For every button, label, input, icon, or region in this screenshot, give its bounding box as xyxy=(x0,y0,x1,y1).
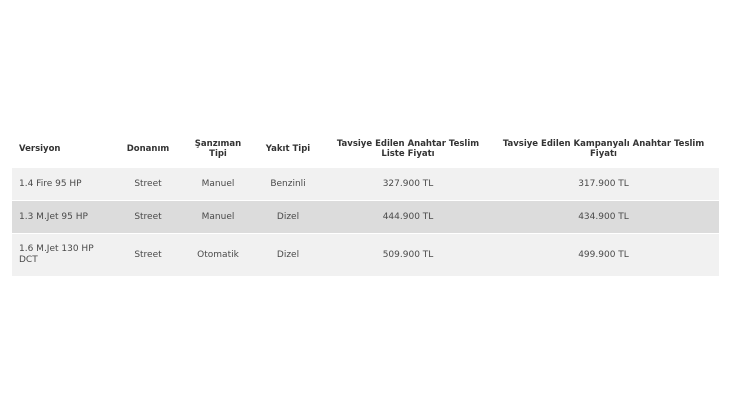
cell-yakit: Dizel xyxy=(248,234,328,277)
header-liste-fiyati: Tavsiye Edilen Anahtar Teslim Liste Fiyatı xyxy=(336,139,480,159)
header-sanziman: Şanzıman Tipi xyxy=(194,139,242,159)
table-row xyxy=(12,234,719,277)
table-row xyxy=(12,201,719,234)
header-versiyon: Versiyon xyxy=(19,144,61,154)
cell-kampanyali-fiyat: 499.900 TL xyxy=(488,234,719,277)
header-donanim: Donanım xyxy=(126,144,170,154)
cell-kampanyali-fiyat: 434.900 TL xyxy=(488,201,719,234)
price-table xyxy=(12,130,719,276)
cell-yakit: Dizel xyxy=(248,201,328,234)
cell-donanim: Street xyxy=(108,201,188,234)
table-row xyxy=(12,168,719,201)
cell-liste-fiyati: 509.900 TL xyxy=(328,234,488,277)
cell-sanziman: Otomatik xyxy=(188,234,248,277)
cell-versiyon: 1.4 Fire 95 HP xyxy=(12,168,108,201)
cell-liste-fiyati: 444.900 TL xyxy=(328,201,488,234)
header-yakit: Yakıt Tipi xyxy=(265,144,311,154)
cell-versiyon: 1.3 M.Jet 95 HP xyxy=(12,201,108,234)
cell-donanim: Street xyxy=(108,234,188,277)
cell-sanziman: Manuel xyxy=(188,168,248,201)
table-header-row xyxy=(12,130,719,168)
cell-donanim: Street xyxy=(108,168,188,201)
cell-liste-fiyati: 327.900 TL xyxy=(328,168,488,201)
cell-sanziman: Manuel xyxy=(188,201,248,234)
cell-kampanyali-fiyat: 317.900 TL xyxy=(488,168,719,201)
cell-yakit: Benzinli xyxy=(248,168,328,201)
cell-versiyon: 1.6 M.Jet 130 HP DCT xyxy=(12,234,108,277)
header-kampanyali-fiyat: Tavsiye Edilen Kampanyalı Anahtar Teslim Fiyatı xyxy=(502,139,705,159)
